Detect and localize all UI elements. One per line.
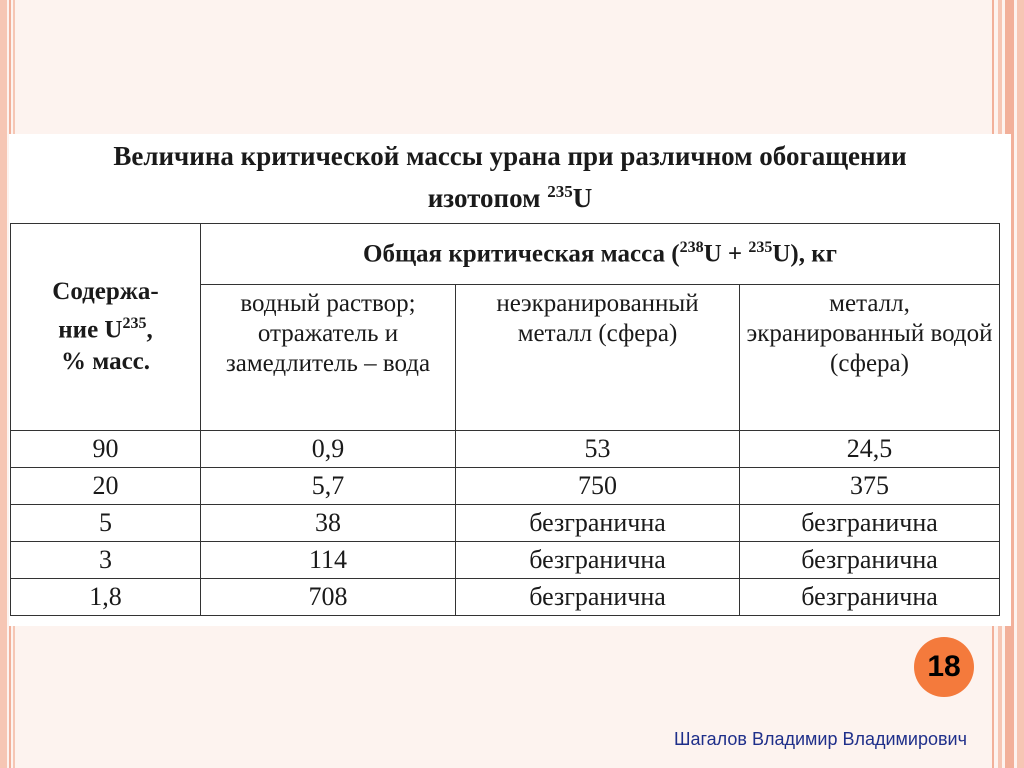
- title-prefix: изотопом: [427, 183, 548, 213]
- water-solution-cell: 0,9: [201, 431, 456, 468]
- water-solution-cell: 708: [201, 579, 456, 616]
- enrichment-header-line3: % масс.: [60, 348, 151, 376]
- reflected-metal-cell: безгранична: [740, 542, 1000, 579]
- bare-metal-cell: 750: [456, 468, 740, 505]
- total-mass-header: Общая критическая масса ($^{238}$U + $^{235}$U), кг: [201, 224, 1000, 285]
- subheader-water-solution: водный раствор; отражатель и замедлитель – вода: [201, 285, 456, 431]
- table-row: [11, 468, 1000, 505]
- title-line-2: [9, 174, 1011, 216]
- table-row: [11, 579, 1000, 616]
- water-solution-cell: 5,7: [201, 468, 456, 505]
- critical-mass-table: [10, 223, 1000, 616]
- enrichment-cell: 1,8: [11, 579, 201, 616]
- enrichment-cell: 5: [11, 505, 201, 542]
- table-row: [11, 542, 1000, 579]
- enrichment-cell: 3: [11, 542, 201, 579]
- title-superscript: 235: [547, 182, 573, 201]
- right-stripe-decoration: [1017, 0, 1024, 768]
- title-symbol: U: [572, 183, 593, 213]
- water-solution-cell: 38: [201, 505, 456, 542]
- bare-metal-cell: 53: [456, 431, 740, 468]
- enrichment-cell: 90: [11, 431, 201, 468]
- slide-title: [9, 138, 1011, 216]
- subheader-water-reflected-metal: металл, экранированный водой (сфера): [740, 285, 1000, 431]
- left-stripe-decoration: [0, 0, 7, 768]
- reflected-metal-cell: 375: [740, 468, 1000, 505]
- title-line-1: Величина критической массы урана при различном обогащении: [113, 141, 907, 171]
- enrichment-header-line2: ние $U^{235}$,: [58, 314, 153, 344]
- bare-metal-cell: безгранична: [456, 505, 740, 542]
- bare-metal-cell: безгранична: [456, 542, 740, 579]
- enrichment-header-line1: Содержа-: [52, 277, 159, 305]
- table-row: [11, 431, 1000, 468]
- subheader-bare-metal: неэкранированный металл (сфера): [456, 285, 740, 431]
- reflected-metal-cell: безгранична: [740, 579, 1000, 616]
- reflected-metal-cell: безгранична: [740, 505, 1000, 542]
- page-number-badge: 18: [914, 637, 974, 697]
- enrichment-header: [11, 224, 201, 431]
- bare-metal-cell: безгранична: [456, 579, 740, 616]
- table-row: [11, 505, 1000, 542]
- water-solution-cell: 114: [201, 542, 456, 579]
- author-footer: Шагалов Владимир Владимирович: [673, 729, 967, 749]
- enrichment-cell: 20: [11, 468, 201, 505]
- reflected-metal-cell: 24,5: [740, 431, 1000, 468]
